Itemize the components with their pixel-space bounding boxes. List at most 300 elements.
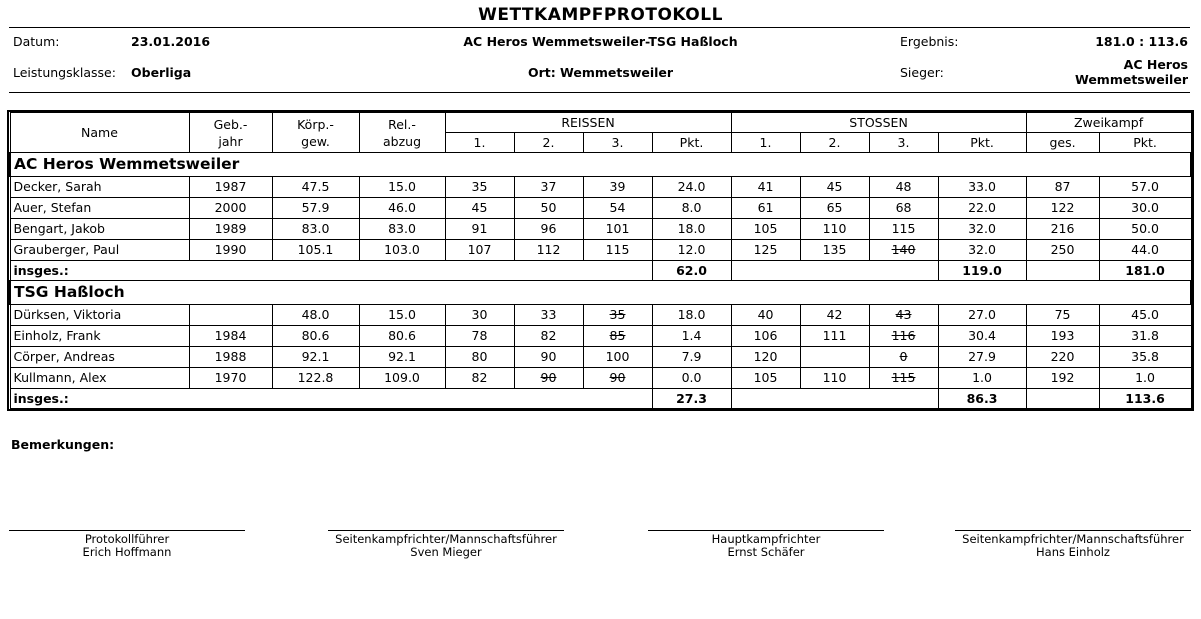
cj-points (938, 219, 1026, 240)
athlete-row (10, 305, 1191, 326)
cj-attempt-2 (800, 219, 869, 240)
cj-attempt-1 (731, 326, 800, 347)
body-weight (272, 347, 359, 368)
relative-deduction-value: 46.0 (388, 200, 416, 215)
cj-attempt-1 (731, 240, 800, 261)
col-header-zweikampf: Zweikampf (1026, 113, 1191, 133)
cj-attempt-3 (869, 347, 938, 368)
cj-attempt-3 (869, 177, 938, 198)
sieger-line-2: Wemmetsweiler (1074, 72, 1188, 87)
cj-attempt-2 (800, 177, 869, 198)
snatch-attempt-2-value: 90 (540, 370, 557, 385)
signature-name: Ernst Schäfer (727, 545, 805, 559)
cj-attempt-2-value: 110 (822, 370, 847, 385)
document-title: WETTKAMPFPROTOKOLL (478, 5, 723, 25)
cj-attempt-3 (869, 240, 938, 261)
cj-attempt-1-value: 106 (753, 328, 778, 343)
birth-year-value: 1984 (214, 328, 247, 343)
snatch-attempt-1-value: 82 (471, 370, 488, 385)
klasse-label: Leistungsklasse: (13, 65, 116, 80)
athlete-name-value: Cörper, Andreas (13, 349, 115, 364)
cj-attempt-2 (800, 326, 869, 347)
body-weight-value: 122.8 (297, 370, 334, 385)
snatch-points (652, 368, 731, 389)
total-kg-value: 216 (1050, 221, 1075, 236)
birth-year (189, 198, 272, 219)
ort-value: Ort: Wemmetsweiler (527, 65, 674, 80)
total-kg (1026, 305, 1099, 326)
athlete-name-value: Decker, Sarah (13, 179, 102, 194)
snatch-attempt-1 (445, 326, 514, 347)
body-weight-value: 92.1 (301, 349, 330, 364)
body-weight (272, 198, 359, 219)
body-weight (272, 240, 359, 261)
birth-year (189, 219, 272, 240)
snatch-points (652, 326, 731, 347)
results-table (9, 112, 1192, 409)
birth-year-value: 2000 (214, 200, 247, 215)
col-header-stossen-1: 1. (731, 133, 800, 153)
cj-attempt-1-value: 40 (757, 307, 774, 322)
cj-attempt-1-value: 125 (753, 242, 778, 257)
snatch-attempt-1 (445, 219, 514, 240)
snatch-attempt-3-value: 35 (609, 307, 626, 322)
snatch-attempt-1 (445, 198, 514, 219)
col-header-koerp (272, 113, 359, 153)
cj-points (938, 305, 1026, 326)
birth-year-value: 1990 (214, 242, 247, 257)
total-points-value: 45.0 (1131, 307, 1159, 322)
total-points (1099, 198, 1191, 219)
cj-attempt-1 (731, 219, 800, 240)
cj-points-value: 32.0 (968, 221, 996, 236)
body-weight (272, 326, 359, 347)
cj-attempt-1-value: 61 (757, 200, 774, 215)
total-points (1099, 305, 1191, 326)
snatch-attempt-3-value: 85 (609, 328, 626, 343)
total-kg-value: 75 (1054, 307, 1071, 322)
col-header-stossen-3: 3. (869, 133, 938, 153)
athlete-name (10, 326, 189, 347)
athlete-name (10, 347, 189, 368)
relative-deduction (359, 240, 445, 261)
total-points-value: 57.0 (1131, 179, 1159, 194)
relative-deduction (359, 347, 445, 368)
athlete-name-value: Einholz, Frank (13, 328, 101, 343)
snatch-attempt-3-value: 101 (605, 221, 630, 236)
snatch-attempt-3-value: 115 (605, 242, 630, 257)
signature-role: Seitenkampfrichter/Mannschaftsführer (335, 532, 557, 546)
snatch-points (652, 305, 731, 326)
relative-deduction (359, 368, 445, 389)
cj-attempt-3 (869, 368, 938, 389)
snatch-attempt-3-value: 39 (609, 179, 626, 194)
snatch-attempt-3 (583, 326, 652, 347)
snatch-attempt-1 (445, 347, 514, 368)
team-body (10, 153, 1191, 409)
body-weight-value: 48.0 (301, 307, 330, 322)
col-header-geb-line2: jahr (218, 133, 243, 149)
snatch-attempt-2-value: 82 (540, 328, 557, 343)
snatch-attempt-3-value: 54 (609, 200, 626, 215)
snatch-attempt-2 (514, 326, 583, 347)
signature-name: Hans Einholz (1036, 545, 1110, 559)
cj-attempt-3-value: 43 (895, 307, 912, 322)
body-weight (272, 219, 359, 240)
birth-year (189, 177, 272, 198)
cj-attempt-1 (731, 347, 800, 368)
athlete-row (10, 240, 1191, 261)
col-header-reissen-2: 2. (514, 133, 583, 153)
total-points-value: 31.8 (1131, 328, 1159, 343)
total-label: insges.: (10, 261, 652, 281)
relative-deduction (359, 219, 445, 240)
total-kg (1026, 347, 1099, 368)
col-header-reissen-1: 1. (445, 133, 514, 153)
snatch-points (652, 198, 731, 219)
snatch-attempt-2-value: 37 (540, 179, 557, 194)
signature-role: Seitenkampfrichter/Mannschaftsführer (962, 532, 1184, 546)
relative-deduction-value: 15.0 (388, 307, 416, 322)
body-weight-value: 47.5 (301, 179, 330, 194)
cj-attempt-3 (869, 198, 938, 219)
signature-role: Hauptkampfrichter (711, 532, 821, 546)
cj-points-value: 33.0 (968, 179, 996, 194)
total-snatch-points: 27.3 (652, 389, 731, 409)
cj-attempt-3-value: 0 (899, 349, 908, 364)
relative-deduction-value: 103.0 (384, 242, 420, 257)
snatch-attempt-2-value: 112 (536, 242, 561, 257)
snatch-attempt-3 (583, 240, 652, 261)
total-kg-value: 122 (1050, 200, 1075, 215)
body-weight (272, 177, 359, 198)
header-divider (9, 92, 1190, 93)
athlete-name-value: Dürksen, Viktoria (13, 307, 122, 322)
col-header-rel-line2: abzug (382, 133, 421, 149)
snatch-attempt-3-value: 90 (609, 370, 626, 385)
signature-line-2 (328, 530, 564, 531)
snatch-points (652, 177, 731, 198)
snatch-points (652, 347, 731, 368)
ergebnis-value: 181.0 : 113.6 (1095, 34, 1188, 49)
cj-attempt-2-value: 45 (826, 179, 843, 194)
cj-points (938, 368, 1026, 389)
athlete-name (10, 240, 189, 261)
total-points (1099, 177, 1191, 198)
snatch-attempt-2-value: 50 (540, 200, 557, 215)
signature-line-1 (9, 530, 245, 531)
athlete-row (10, 198, 1191, 219)
body-weight-value: 80.6 (301, 328, 330, 343)
total-kg (1026, 368, 1099, 389)
snatch-points-value: 7.9 (681, 349, 702, 364)
athlete-row (10, 177, 1191, 198)
total-points-value: 50.0 (1131, 221, 1159, 236)
body-weight (272, 368, 359, 389)
cj-attempt-3 (869, 219, 938, 240)
col-header-stossen-2: 2. (800, 133, 869, 153)
cj-points-value: 22.0 (968, 200, 996, 215)
relative-deduction-value: 15.0 (388, 179, 416, 194)
col-header-zweikampf-ges: ges. (1026, 133, 1099, 153)
athlete-name-value: Grauberger, Paul (13, 242, 120, 257)
col-header-koerp-line1: Körp.- (297, 116, 334, 132)
total-points (1099, 326, 1191, 347)
snatch-points-value: 8.0 (681, 200, 702, 215)
col-header-stossen-pkt: Pkt. (938, 133, 1026, 153)
athlete-name-value: Kullmann, Alex (13, 370, 107, 385)
relative-deduction-value: 109.0 (384, 370, 420, 385)
snatch-points-value: 24.0 (677, 179, 706, 194)
total-kg (1026, 240, 1099, 261)
total-cj-points: 86.3 (938, 389, 1026, 409)
snatch-attempt-1-value: 107 (467, 242, 492, 257)
cj-attempt-2 (800, 198, 869, 219)
cj-attempt-2-value: 110 (822, 221, 847, 236)
col-header-rel (359, 113, 445, 153)
birth-year-value: 1970 (214, 370, 247, 385)
datum-value: 23.01.2016 (131, 34, 211, 49)
cj-attempt-2 (800, 305, 869, 326)
body-weight-value: 105.1 (297, 242, 334, 257)
athlete-row (10, 219, 1191, 240)
cj-points-value: 30.4 (968, 328, 996, 343)
total-zweikampf-spacer (1026, 261, 1099, 281)
cj-attempt-2-value: 135 (822, 242, 847, 257)
cj-attempt-1-value: 120 (753, 349, 778, 364)
snatch-attempt-3 (583, 177, 652, 198)
total-points-value: 35.8 (1131, 349, 1159, 364)
snatch-attempt-3 (583, 219, 652, 240)
relative-deduction-value: 80.6 (388, 328, 416, 343)
snatch-attempt-3 (583, 305, 652, 326)
signature-line-3 (648, 530, 884, 531)
total-kg (1026, 198, 1099, 219)
athlete-row (10, 326, 1191, 347)
signature-name: Sven Mieger (410, 545, 482, 559)
total-points (1099, 347, 1191, 368)
team-header-row (10, 153, 1191, 177)
relative-deduction-value: 83.0 (388, 221, 416, 236)
body-weight (272, 305, 359, 326)
total-kg (1026, 219, 1099, 240)
col-header-reissen-pkt: Pkt. (652, 133, 731, 153)
col-header-rel-line1: Rel.- (388, 116, 416, 132)
body-weight-value: 57.9 (301, 200, 330, 215)
total-zweikampf-points: 181.0 (1099, 261, 1191, 281)
athlete-name (10, 177, 189, 198)
relative-deduction (359, 198, 445, 219)
cj-attempt-1-value: 41 (757, 179, 774, 194)
total-snatch-points: 62.0 (652, 261, 731, 281)
birth-year (189, 326, 272, 347)
cj-points (938, 198, 1026, 219)
signature-block-3 (636, 533, 896, 559)
total-points (1099, 240, 1191, 261)
col-header-koerp-line2: gew. (301, 133, 330, 149)
total-kg-value: 192 (1050, 370, 1075, 385)
total-kg (1026, 177, 1099, 198)
total-zweikampf-spacer (1026, 389, 1099, 409)
snatch-attempt-2 (514, 305, 583, 326)
signature-name: Erich Hoffmann (82, 545, 172, 559)
snatch-attempt-2 (514, 240, 583, 261)
snatch-points-value: 1.4 (681, 328, 702, 343)
relative-deduction (359, 326, 445, 347)
cj-attempt-3-value: 115 (891, 221, 916, 236)
total-kg-value: 250 (1050, 242, 1075, 257)
birth-year (189, 368, 272, 389)
snatch-points (652, 240, 731, 261)
klasse-value: Oberliga (131, 65, 192, 80)
cj-attempt-3 (869, 326, 938, 347)
snatch-attempt-1-value: 35 (471, 179, 488, 194)
snatch-attempt-1-value: 78 (471, 328, 488, 343)
sieger-value (1075, 57, 1188, 87)
total-kg-value: 193 (1050, 328, 1075, 343)
total-points-value: 1.0 (1135, 370, 1155, 385)
snatch-attempt-1 (445, 305, 514, 326)
snatch-points (652, 219, 731, 240)
signature-line-4 (955, 530, 1191, 531)
relative-deduction (359, 305, 445, 326)
col-header-zweikampf-pkt: Pkt. (1099, 133, 1191, 153)
athlete-name-value: Bengart, Jakob (13, 221, 105, 236)
birth-year-value: 1988 (214, 349, 247, 364)
snatch-attempt-2-value: 96 (540, 221, 557, 236)
birth-year-value: 1987 (214, 179, 247, 194)
datum-label: Datum: (13, 34, 60, 49)
relative-deduction (359, 177, 445, 198)
cj-attempt-3 (869, 305, 938, 326)
team-total-row (10, 261, 1191, 281)
cj-attempt-2 (800, 240, 869, 261)
cj-attempt-2-value: 111 (822, 328, 847, 343)
total-points (1099, 368, 1191, 389)
athlete-name-value: Auer, Stefan (13, 200, 92, 215)
total-kg (1026, 326, 1099, 347)
cj-points (938, 326, 1026, 347)
cj-attempt-3-value: 116 (891, 328, 916, 343)
signature-block-1 (0, 533, 257, 559)
col-header-reissen: REISSEN (445, 113, 731, 133)
cj-points (938, 347, 1026, 368)
ergebnis-label: Ergebnis: (900, 34, 959, 49)
snatch-attempt-2 (514, 219, 583, 240)
snatch-attempt-2 (514, 347, 583, 368)
birth-year (189, 240, 272, 261)
signature-block-4 (943, 533, 1201, 559)
cj-attempt-2 (800, 368, 869, 389)
col-header-geb-line1: Geb.- (213, 116, 248, 132)
athlete-name (10, 305, 189, 326)
athlete-row (10, 347, 1191, 368)
cj-attempt-1-value: 105 (753, 370, 778, 385)
cj-attempt-1 (731, 368, 800, 389)
snatch-attempt-1 (445, 368, 514, 389)
col-header-name: Name (10, 113, 189, 153)
total-points (1099, 219, 1191, 240)
team-name: AC Heros Wemmetsweiler (10, 153, 1191, 177)
athlete-name (10, 219, 189, 240)
title-divider (9, 27, 1190, 28)
cj-attempt-3-value: 140 (891, 242, 916, 257)
cj-points (938, 177, 1026, 198)
athlete-name (10, 198, 189, 219)
snatch-attempt-2-value: 90 (540, 349, 557, 364)
body-weight-value: 83.0 (301, 221, 330, 236)
snatch-attempt-1 (445, 177, 514, 198)
snatch-attempt-1 (445, 240, 514, 261)
total-kg-value: 87 (1054, 179, 1071, 194)
snatch-attempt-1-value: 91 (471, 221, 488, 236)
cj-attempt-2-value: 42 (826, 307, 843, 322)
col-header-geb (189, 113, 272, 153)
total-cj-points: 119.0 (938, 261, 1026, 281)
sieger-label: Sieger: (900, 65, 944, 80)
total-kg-value: 220 (1050, 349, 1075, 364)
sieger-line-1: AC Heros (1123, 57, 1188, 72)
snatch-attempt-3 (583, 368, 652, 389)
team-header-row (10, 281, 1191, 305)
cj-attempt-3-value: 48 (895, 179, 912, 194)
signature-role: Protokollführer (84, 532, 170, 546)
signature-block-2 (316, 533, 576, 559)
cj-attempt-3-value: 68 (895, 200, 912, 215)
cj-points-value: 32.0 (968, 242, 996, 257)
cj-points-value: 27.0 (968, 307, 996, 322)
snatch-attempt-2 (514, 368, 583, 389)
total-cj-spacer (731, 261, 938, 281)
cj-points-value: 27.9 (968, 349, 996, 364)
snatch-points-value: 12.0 (677, 242, 706, 257)
cj-attempt-2-value: 65 (826, 200, 843, 215)
cj-attempt-1 (731, 198, 800, 219)
cj-points-value: 1.0 (972, 370, 992, 385)
cj-attempt-1-value: 105 (753, 221, 778, 236)
athlete-name (10, 368, 189, 389)
snatch-attempt-2-value: 33 (540, 307, 557, 322)
snatch-attempt-3 (583, 198, 652, 219)
cj-attempt-1 (731, 305, 800, 326)
cj-attempt-2 (800, 347, 869, 368)
snatch-points-value: 18.0 (677, 221, 706, 236)
snatch-attempt-3 (583, 347, 652, 368)
cj-points (938, 240, 1026, 261)
birth-year-value: 1989 (214, 221, 247, 236)
snatch-attempt-1-value: 30 (471, 307, 488, 322)
snatch-attempt-1-value: 80 (471, 349, 488, 364)
birth-year (189, 347, 272, 368)
snatch-points-value: 0.0 (681, 370, 702, 385)
snatch-attempt-1-value: 45 (471, 200, 488, 215)
remarks-label: Bemerkungen: (11, 437, 115, 452)
snatch-attempt-3-value: 100 (605, 349, 630, 364)
total-points-value: 30.0 (1131, 200, 1159, 215)
match-title: AC Heros Wemmetsweiler-TSG Haßloch (463, 34, 738, 49)
cj-attempt-1 (731, 177, 800, 198)
col-header-reissen-3: 3. (583, 133, 652, 153)
birth-year (189, 305, 272, 326)
snatch-attempt-2 (514, 198, 583, 219)
cj-attempt-3-value: 115 (891, 370, 916, 385)
total-cj-spacer (731, 389, 938, 409)
relative-deduction-value: 92.1 (388, 349, 416, 364)
col-header-stossen: STOSSEN (731, 113, 1026, 133)
snatch-attempt-2 (514, 177, 583, 198)
total-label: insges.: (10, 389, 652, 409)
total-points-value: 44.0 (1131, 242, 1159, 257)
